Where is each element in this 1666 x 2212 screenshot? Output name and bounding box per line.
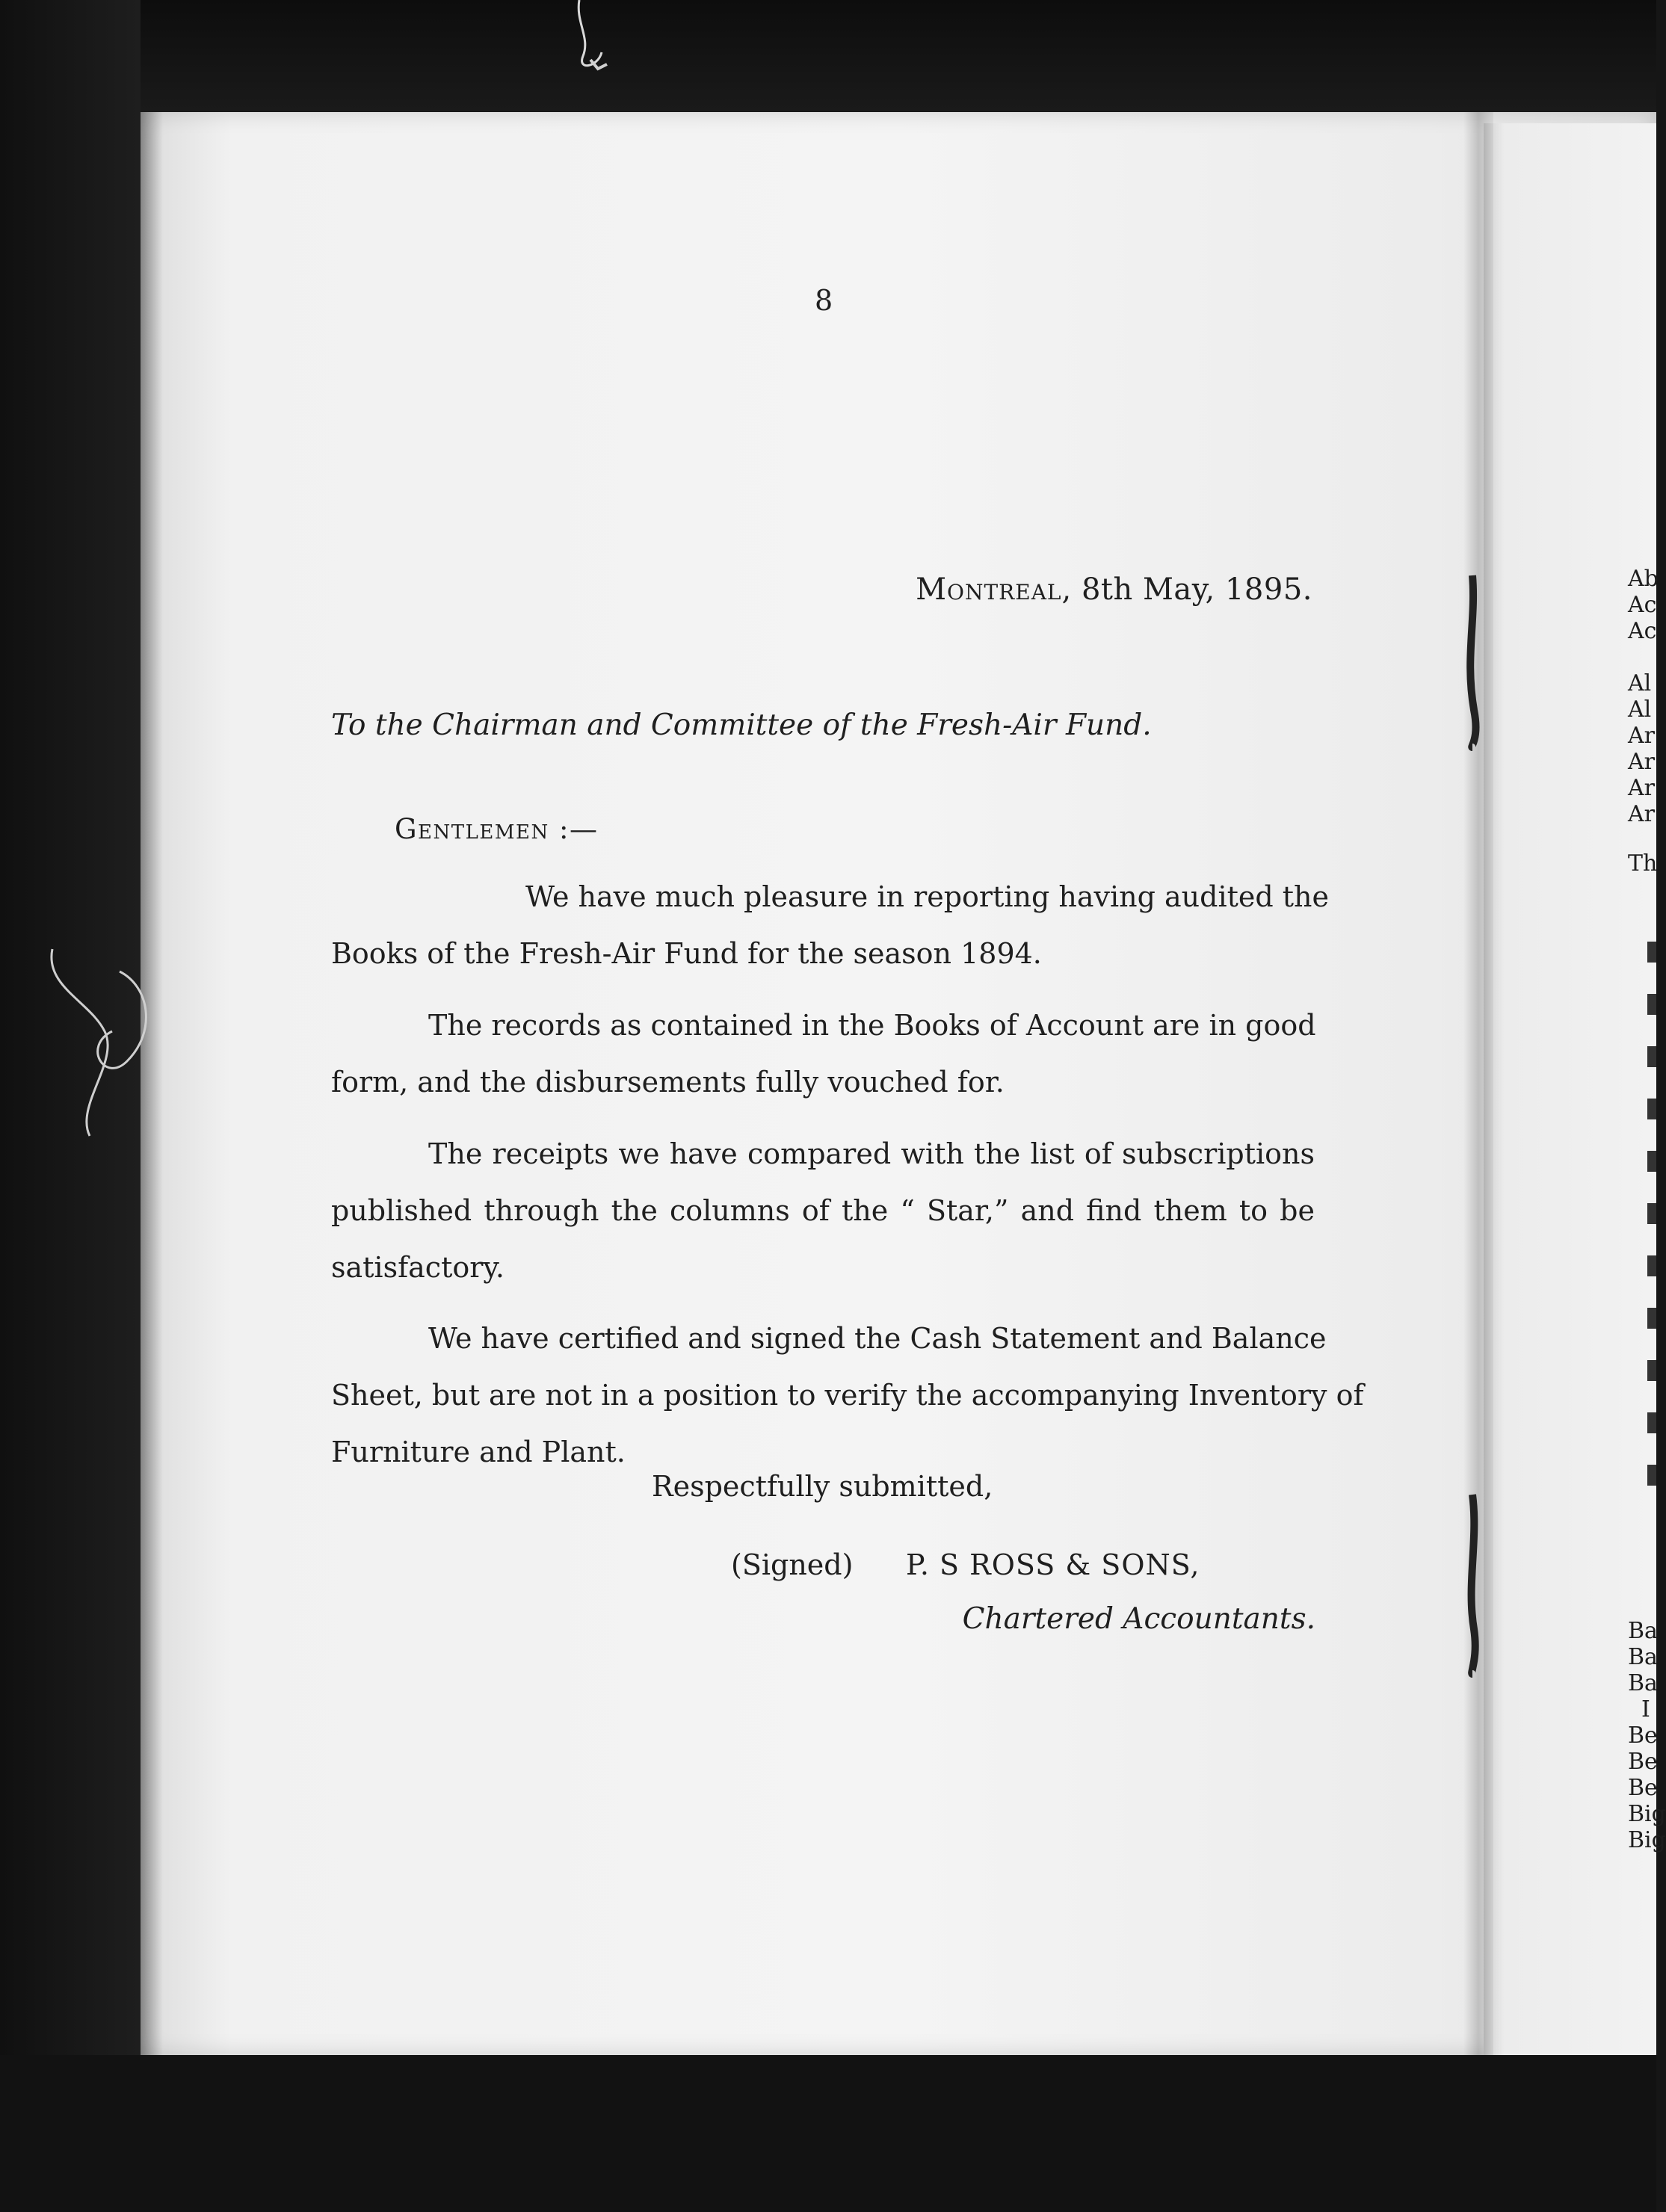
dateline [916,572,1312,607]
facing-fragment: I [1641,1696,1650,1723]
facing-margin-mark [1647,1099,1656,1119]
facing-fragment: Ab [1628,566,1659,592]
paragraph-line: Furniture and Plant. [331,1436,626,1468]
facing-fragment: Ar [1628,723,1656,749]
facing-fragment: Ba [1628,1618,1658,1644]
dateline-city: Montreal [916,572,1062,607]
paragraph-certification [331,1310,1364,1480]
facing-fragment: Al [1628,696,1652,723]
facing-fragment: Ac [1628,618,1657,644]
page-number: 8 [815,284,833,317]
paragraph-line: We have much pleasure in reporting having audited the [525,880,1330,913]
facing-fragment: Ar [1628,801,1656,827]
facing-fragment: Be [1628,1723,1658,1749]
facing-margin-mark [1647,1465,1656,1486]
facing-fragment: Be [1628,1749,1658,1775]
facing-margin-mark [1647,942,1656,963]
paragraph-line: We have certified and signed the Cash Statement and Balance [428,1322,1327,1355]
facing-margin-mark [1647,1255,1656,1276]
facing-fragment: Th [1628,850,1658,877]
facing-margin-mark [1647,1151,1656,1172]
facing-fragment: Al [1628,670,1652,696]
facing-fragment: Big [1628,1827,1666,1853]
facing-fragment: Ba [1628,1670,1658,1696]
facing-fragment: Ba [1628,1644,1658,1670]
paragraph-line: published through the columns of the “ Star,” and find them to be [331,1194,1315,1227]
facing-margin-mark [1647,1203,1656,1224]
salutation: Gentlemen :— [395,813,599,845]
facing-margin-mark [1647,1360,1656,1381]
signed-label: (Signed) [731,1548,854,1581]
facing-fragment: Ac [1628,592,1657,618]
paragraph-line: The receipts we have compared with the list of subscriptions [428,1137,1315,1170]
facing-margin-mark [1647,1308,1656,1329]
facing-margin-mark [1647,1412,1656,1433]
facing-fragment: Ar [1628,775,1656,801]
paragraph-records [331,997,1315,1110]
facing-fragment: Ar [1628,749,1656,775]
paragraph-line: The records as contained in the Books of Account are in good [428,1009,1316,1042]
signer-name: P. S ROSS & SONS, [906,1548,1200,1581]
facing-fragment: Be [1628,1775,1658,1801]
paragraph-line: Books of the Fresh-Air Fund for the season 1894. [331,937,1042,970]
facing-margin-mark [1647,1046,1656,1067]
paragraph-audit-report [331,868,1330,982]
dateline-date: , 8th May, 1895. [1061,572,1312,607]
paragraph-line: form, and the disbursements fully vouched for. [331,1066,1005,1099]
paragraph-line: satisfactory. [331,1251,505,1284]
signer-title: Chartered Accountants. [962,1602,1315,1636]
closing-line: Respectfully submitted, [652,1470,993,1503]
paragraph-line: Sheet, but are not in a position to verify the accompanying Inventory of [331,1379,1364,1412]
facing-fragment: Big [1628,1801,1666,1827]
paragraph-receipts [331,1125,1315,1296]
addressee-line: To the Chairman and Committee of the Fresh-Air Fund. [331,708,1152,742]
facing-margin-mark [1647,994,1656,1015]
